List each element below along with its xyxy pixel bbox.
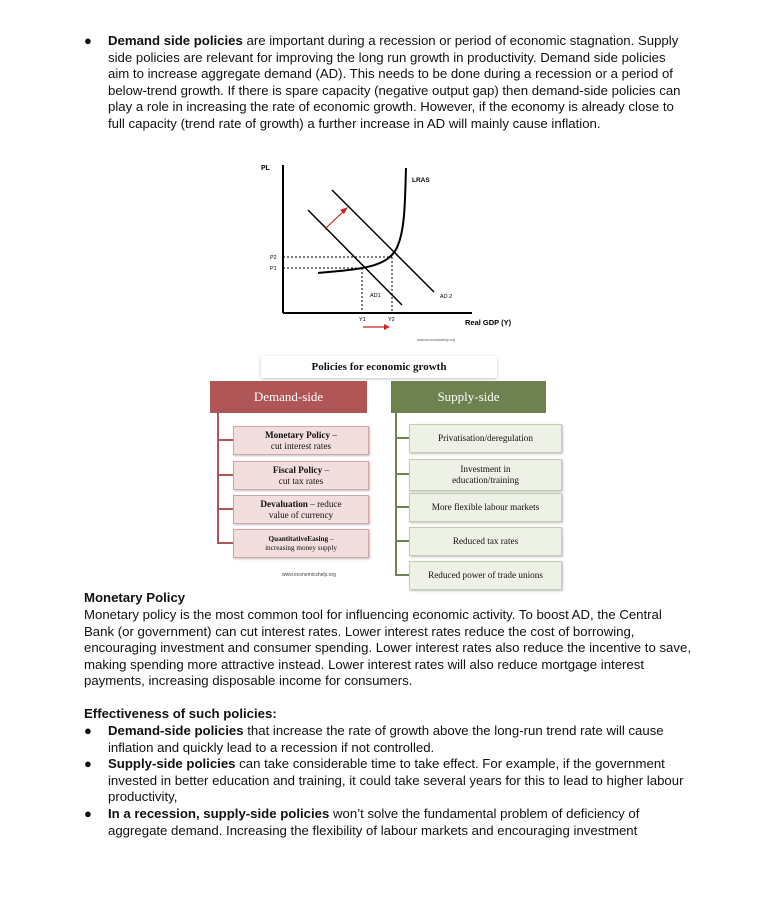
p1-label: P1 — [270, 266, 277, 272]
supply-item-flexible-labour: More flexible labour markets — [409, 493, 562, 522]
effectiveness-heading: Effectiveness of such policies: — [84, 706, 277, 721]
supply-item-trade-unions: Reduced power of trade unions — [409, 561, 562, 590]
supply-item-reduced-tax: Reduced tax rates — [409, 527, 562, 556]
bullet-bold: Supply-side policies — [108, 756, 236, 771]
gdp-arrowhead — [384, 324, 390, 330]
ad1-label: AD1 — [370, 293, 381, 299]
ad-lras-graph — [250, 160, 540, 360]
p2-label: P2 — [270, 255, 277, 261]
bullet-dot: ● — [84, 723, 92, 738]
bullet-text: won’t solve the fundamental problem of deficiency of aggregate demand. Increasing the flexibility of labour markets and encouraging investment — [108, 806, 640, 838]
supply-item-privatisation: Privatisation/deregulation — [409, 424, 562, 453]
demand-branch — [217, 508, 233, 510]
demand-branch — [217, 542, 233, 544]
effectiveness-bullet — [84, 806, 684, 839]
graph-credit: www.economicshelp.org — [417, 338, 455, 342]
demand-item-monetary-policy: Monetary Policy – cut interest rates — [233, 426, 369, 455]
intro-bullet — [84, 33, 684, 133]
demand-side-header: Demand-side — [210, 381, 367, 413]
policy-title: Policies for economic growth — [261, 356, 497, 378]
policies-diagram — [208, 356, 580, 588]
y-axis-label: PL — [261, 165, 270, 172]
y1-label: Y1 — [359, 317, 366, 323]
policy-credit: www.economicshelp.org — [282, 572, 336, 578]
demand-item-fiscal-policy: Fiscal Policy – cut tax rates — [233, 461, 369, 490]
intro-body: are important during a recession or period of economic stagnation. Supply side policies are relevant for improving the long run growth in productivity. Demand side policies aim to increase aggregate demand (AD). This needs to be done during a recession or a period of below-trend growth. If there is spare capacity (negative output gap) then demand-side policies can play a role in increasing the rate of economic growth. However, if the economy is already close to full capacity (trend rate of growth) a further increase in AD will mainly cause inflation. — [108, 33, 681, 131]
bullet-text: can take considerable time to take effect. For example, if the government invested in better education and training, it could take several years for this to lead to higher labour productivity, — [108, 756, 684, 805]
intro-text — [108, 33, 684, 133]
demand-branch — [217, 474, 233, 476]
supply-branch — [395, 574, 409, 576]
supply-branch — [395, 540, 409, 542]
supply-branch — [395, 506, 409, 508]
demand-connector — [217, 413, 219, 543]
demand-item-devaluation: Devaluation – reduce value of currency — [233, 495, 369, 524]
bullet-dot: ● — [84, 806, 92, 821]
supply-side-header: Supply-side — [391, 381, 546, 413]
shift-arrow — [326, 210, 345, 228]
effectiveness-bullet — [84, 723, 684, 756]
bullet-dot: ● — [84, 33, 92, 48]
y2-label: Y2 — [388, 317, 395, 323]
monetary-heading: Monetary Policy — [84, 590, 186, 605]
effectiveness-bullet — [84, 756, 684, 806]
bullet-dot: ● — [84, 756, 92, 771]
x-axis-label: Real GDP (Y) — [465, 318, 512, 327]
ad2-label: AD 2 — [440, 294, 453, 300]
ad2-line — [332, 190, 434, 292]
bullet-text: that increase the rate of growth above the long-run trend rate will cause inflation and quickly lead to a recession if not controlled. — [108, 723, 664, 755]
lras-label: LRAS — [412, 177, 430, 184]
monetary-text: Monetary policy is the most common tool for influencing economic activity. To boost AD, the Central Bank (or government) can cut interest rates. Lower interest rates reduce the cost of borrowing, encouraging investment and consumer spending. Lower interest rates also reduce the incentive to save, making spending more attractive instead. Lower interest rates will also reduce mortgage interest payments, increasing disposable income for consumers. — [84, 607, 691, 689]
supply-item-investment-education: Investment in education/training — [409, 459, 562, 491]
intro-bold: Demand side policies — [108, 33, 243, 48]
bullet-bold: Demand-side policies — [108, 723, 244, 738]
demand-branch — [217, 439, 233, 441]
supply-branch — [395, 473, 409, 475]
demand-item-quantitative-easing: QuantitativeEasing – increasing money supply — [233, 529, 369, 558]
supply-branch — [395, 437, 409, 439]
bullet-bold: In a recession, supply-side policies — [108, 806, 330, 821]
